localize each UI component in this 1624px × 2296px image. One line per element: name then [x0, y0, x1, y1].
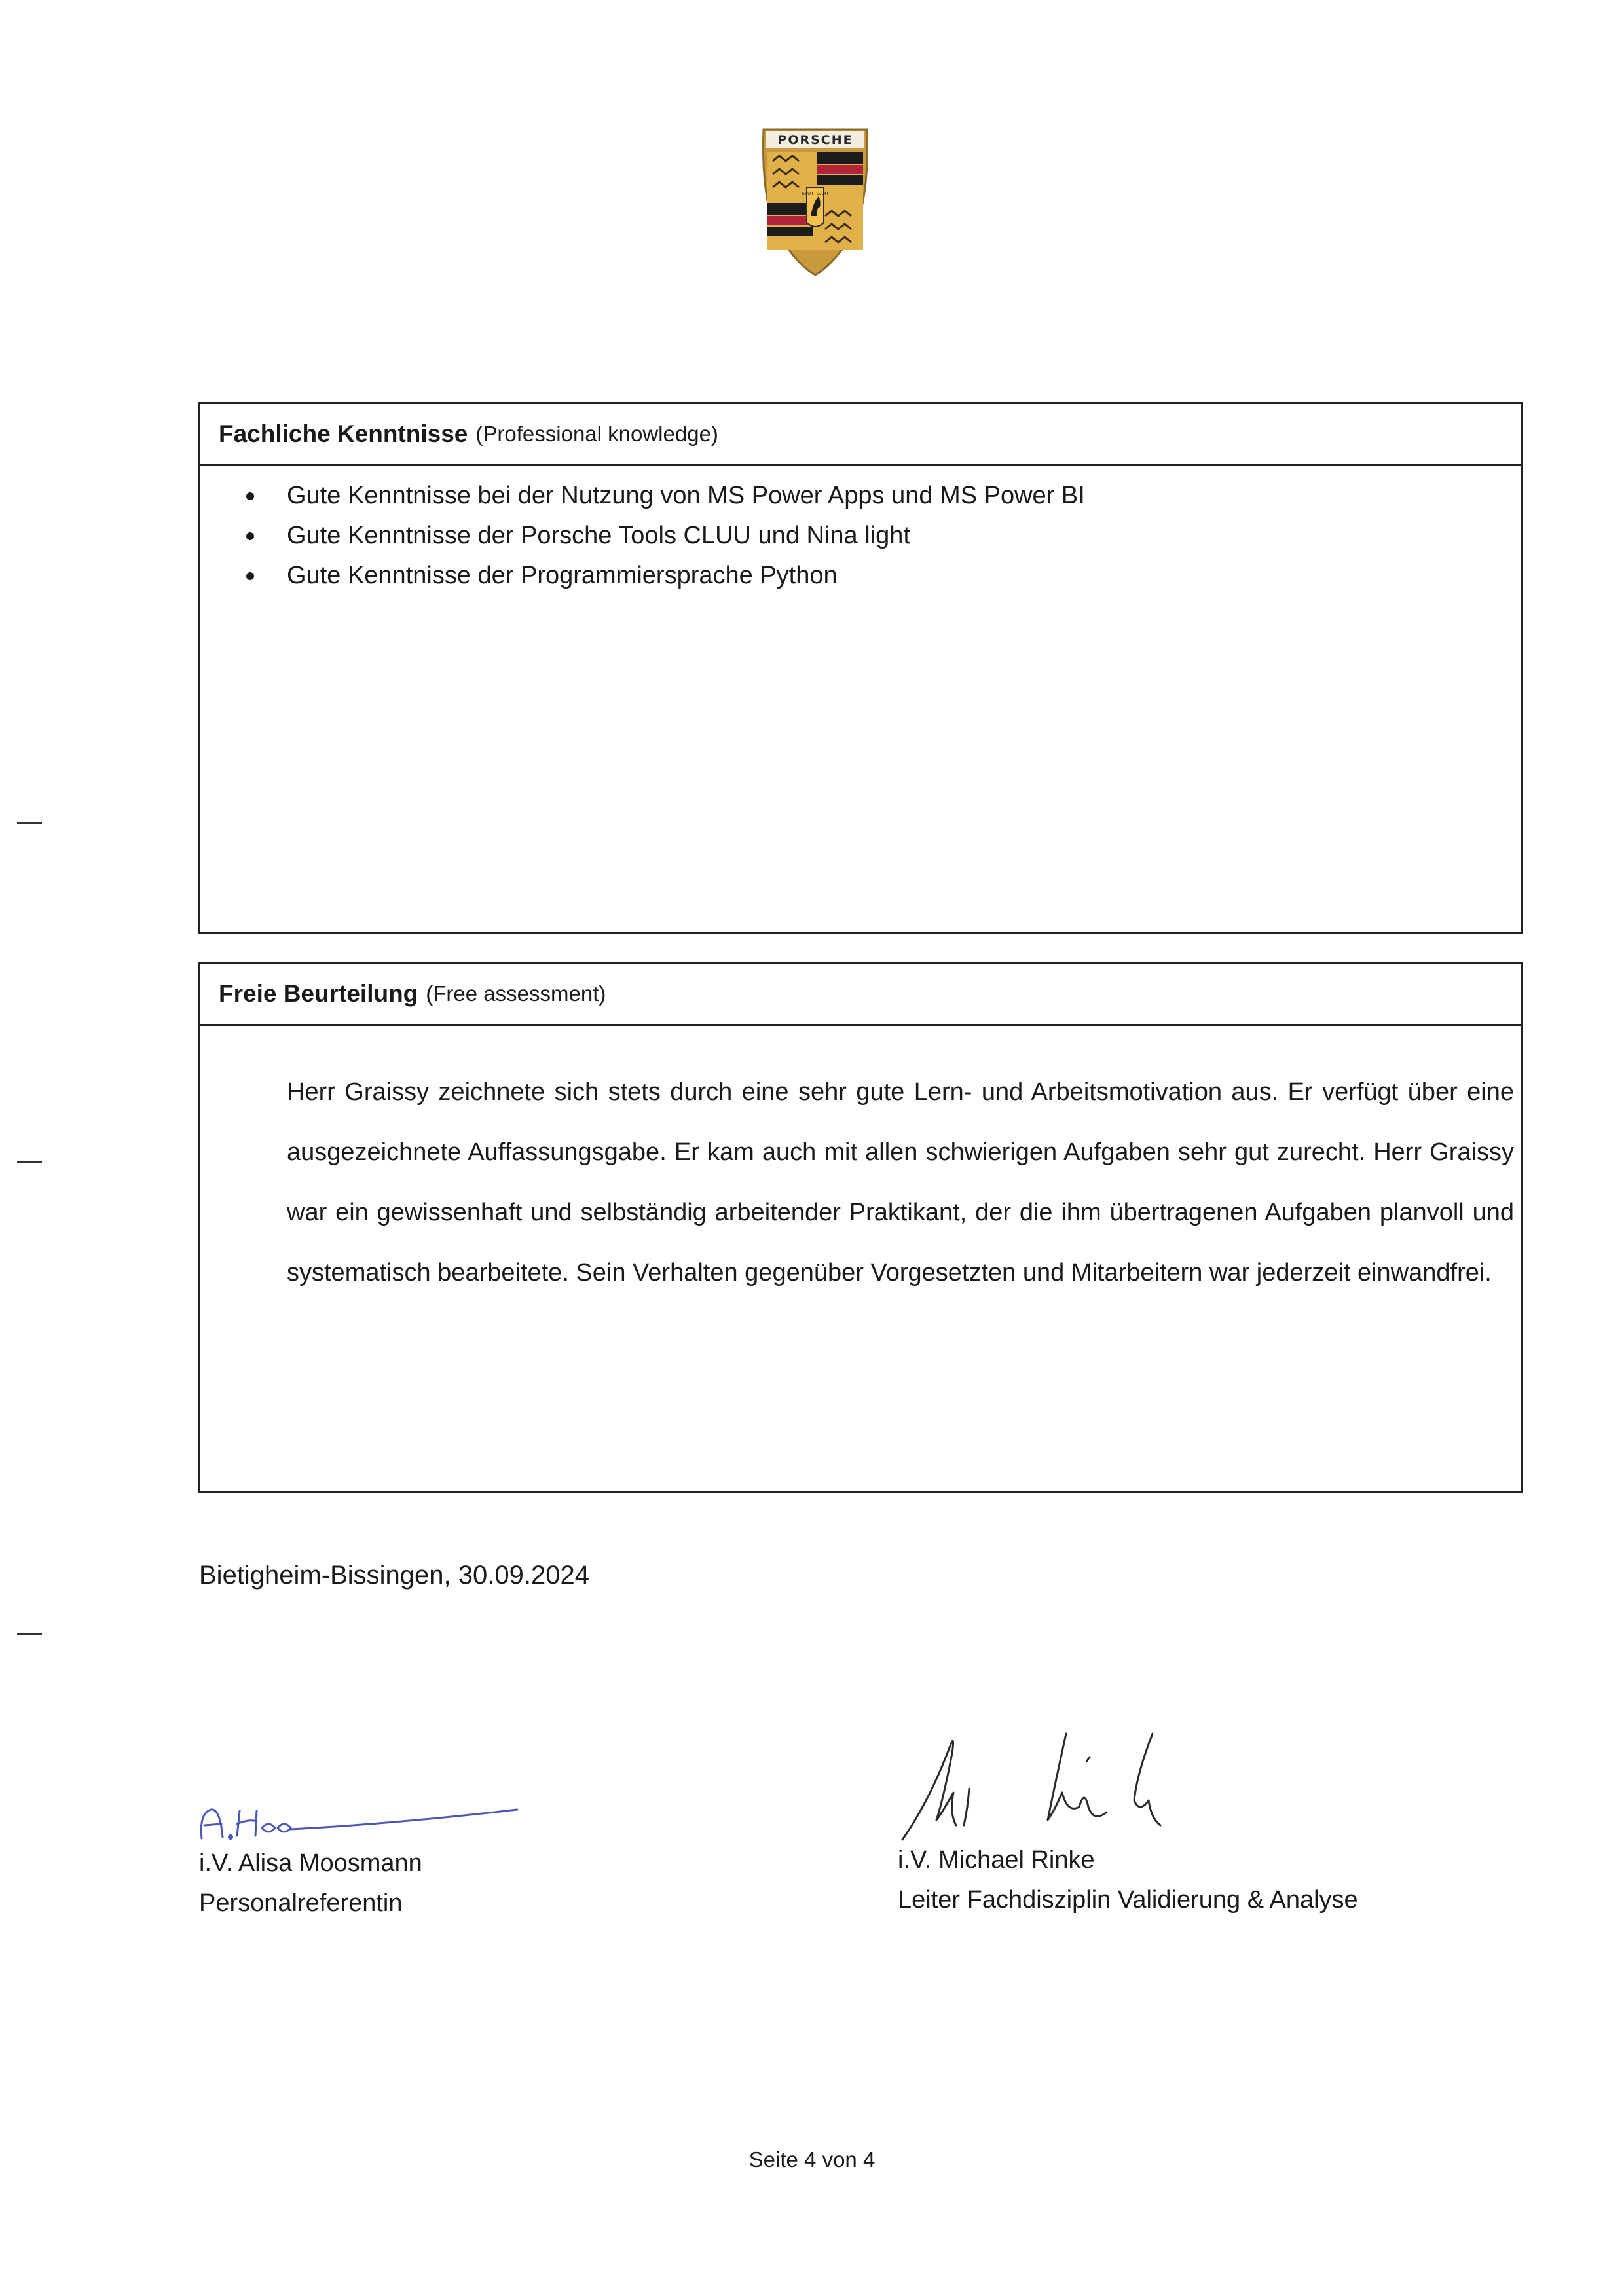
signer-name: i.V. Michael Rinke: [898, 1846, 1095, 1874]
signer-role: Leiter Fachdisziplin Validierung & Analyse: [898, 1886, 1358, 1914]
list-item: Gute Kenntnisse bei der Nutzung von MS Power Apps und MS Power BI: [246, 476, 1085, 516]
section-title-de: Freie Beurteilung: [219, 980, 418, 1007]
professional-knowledge-section: [198, 402, 1523, 934]
free-assessment-header: [200, 964, 1521, 1026]
free-assessment-section: [198, 962, 1523, 1493]
fold-mark: [17, 822, 42, 824]
professional-knowledge-header: [200, 404, 1521, 466]
signer-role: Personalreferentin: [199, 1889, 403, 1917]
crest-wordmark: PORSCHE: [777, 133, 853, 147]
assessment-text: Herr Graissy zeichnete sich stets durch eine sehr gute Lern- und Arbeitsmotivation aus. Er verfügt über eine ausgezeichnete Auffassungsgabe. Er kam auch mit allen schwierigen Aufgaben sehr gut zurecht. Herr Graissy war ein gewissenhaft und selbständig arbeitender Praktikant, der die ihm übertragenen Aufgaben planvoll und systematisch bearbeitete. Sein Verhalten gegenüber Vorgesetzten und Mitarbeitern war jederzeit einwandfrei.: [287, 1078, 1514, 1286]
section-title-en: (Free assessment): [426, 981, 606, 1006]
signer-name: i.V. Alisa Moosmann: [199, 1850, 422, 1877]
fold-mark: [17, 1633, 42, 1635]
crest-city: STUTTGART: [802, 191, 829, 196]
skills-list: [246, 476, 1085, 596]
page-number: Seite 4 von 4: [748, 2147, 876, 2172]
signature-moosmann: [196, 1781, 524, 1846]
list-item: Gute Kenntnisse der Programmiersprache Python: [246, 556, 1085, 596]
signer-block-rinke: [898, 1840, 1358, 1920]
signer-block-moosmann: [199, 1844, 422, 1923]
list-item: Gute Kenntnisse der Porsche Tools CLUU und Nina light: [246, 516, 1085, 556]
place-date: Bietigheim-Bissingen, 30.09.2024: [199, 1561, 589, 1590]
signature-rinke: [891, 1715, 1192, 1846]
porsche-crest-logo: [760, 124, 871, 278]
section-title-de: Fachliche Kenntnisse: [219, 420, 468, 447]
section-title-en: (Professional knowledge): [475, 422, 718, 446]
fold-mark: [17, 1161, 42, 1163]
